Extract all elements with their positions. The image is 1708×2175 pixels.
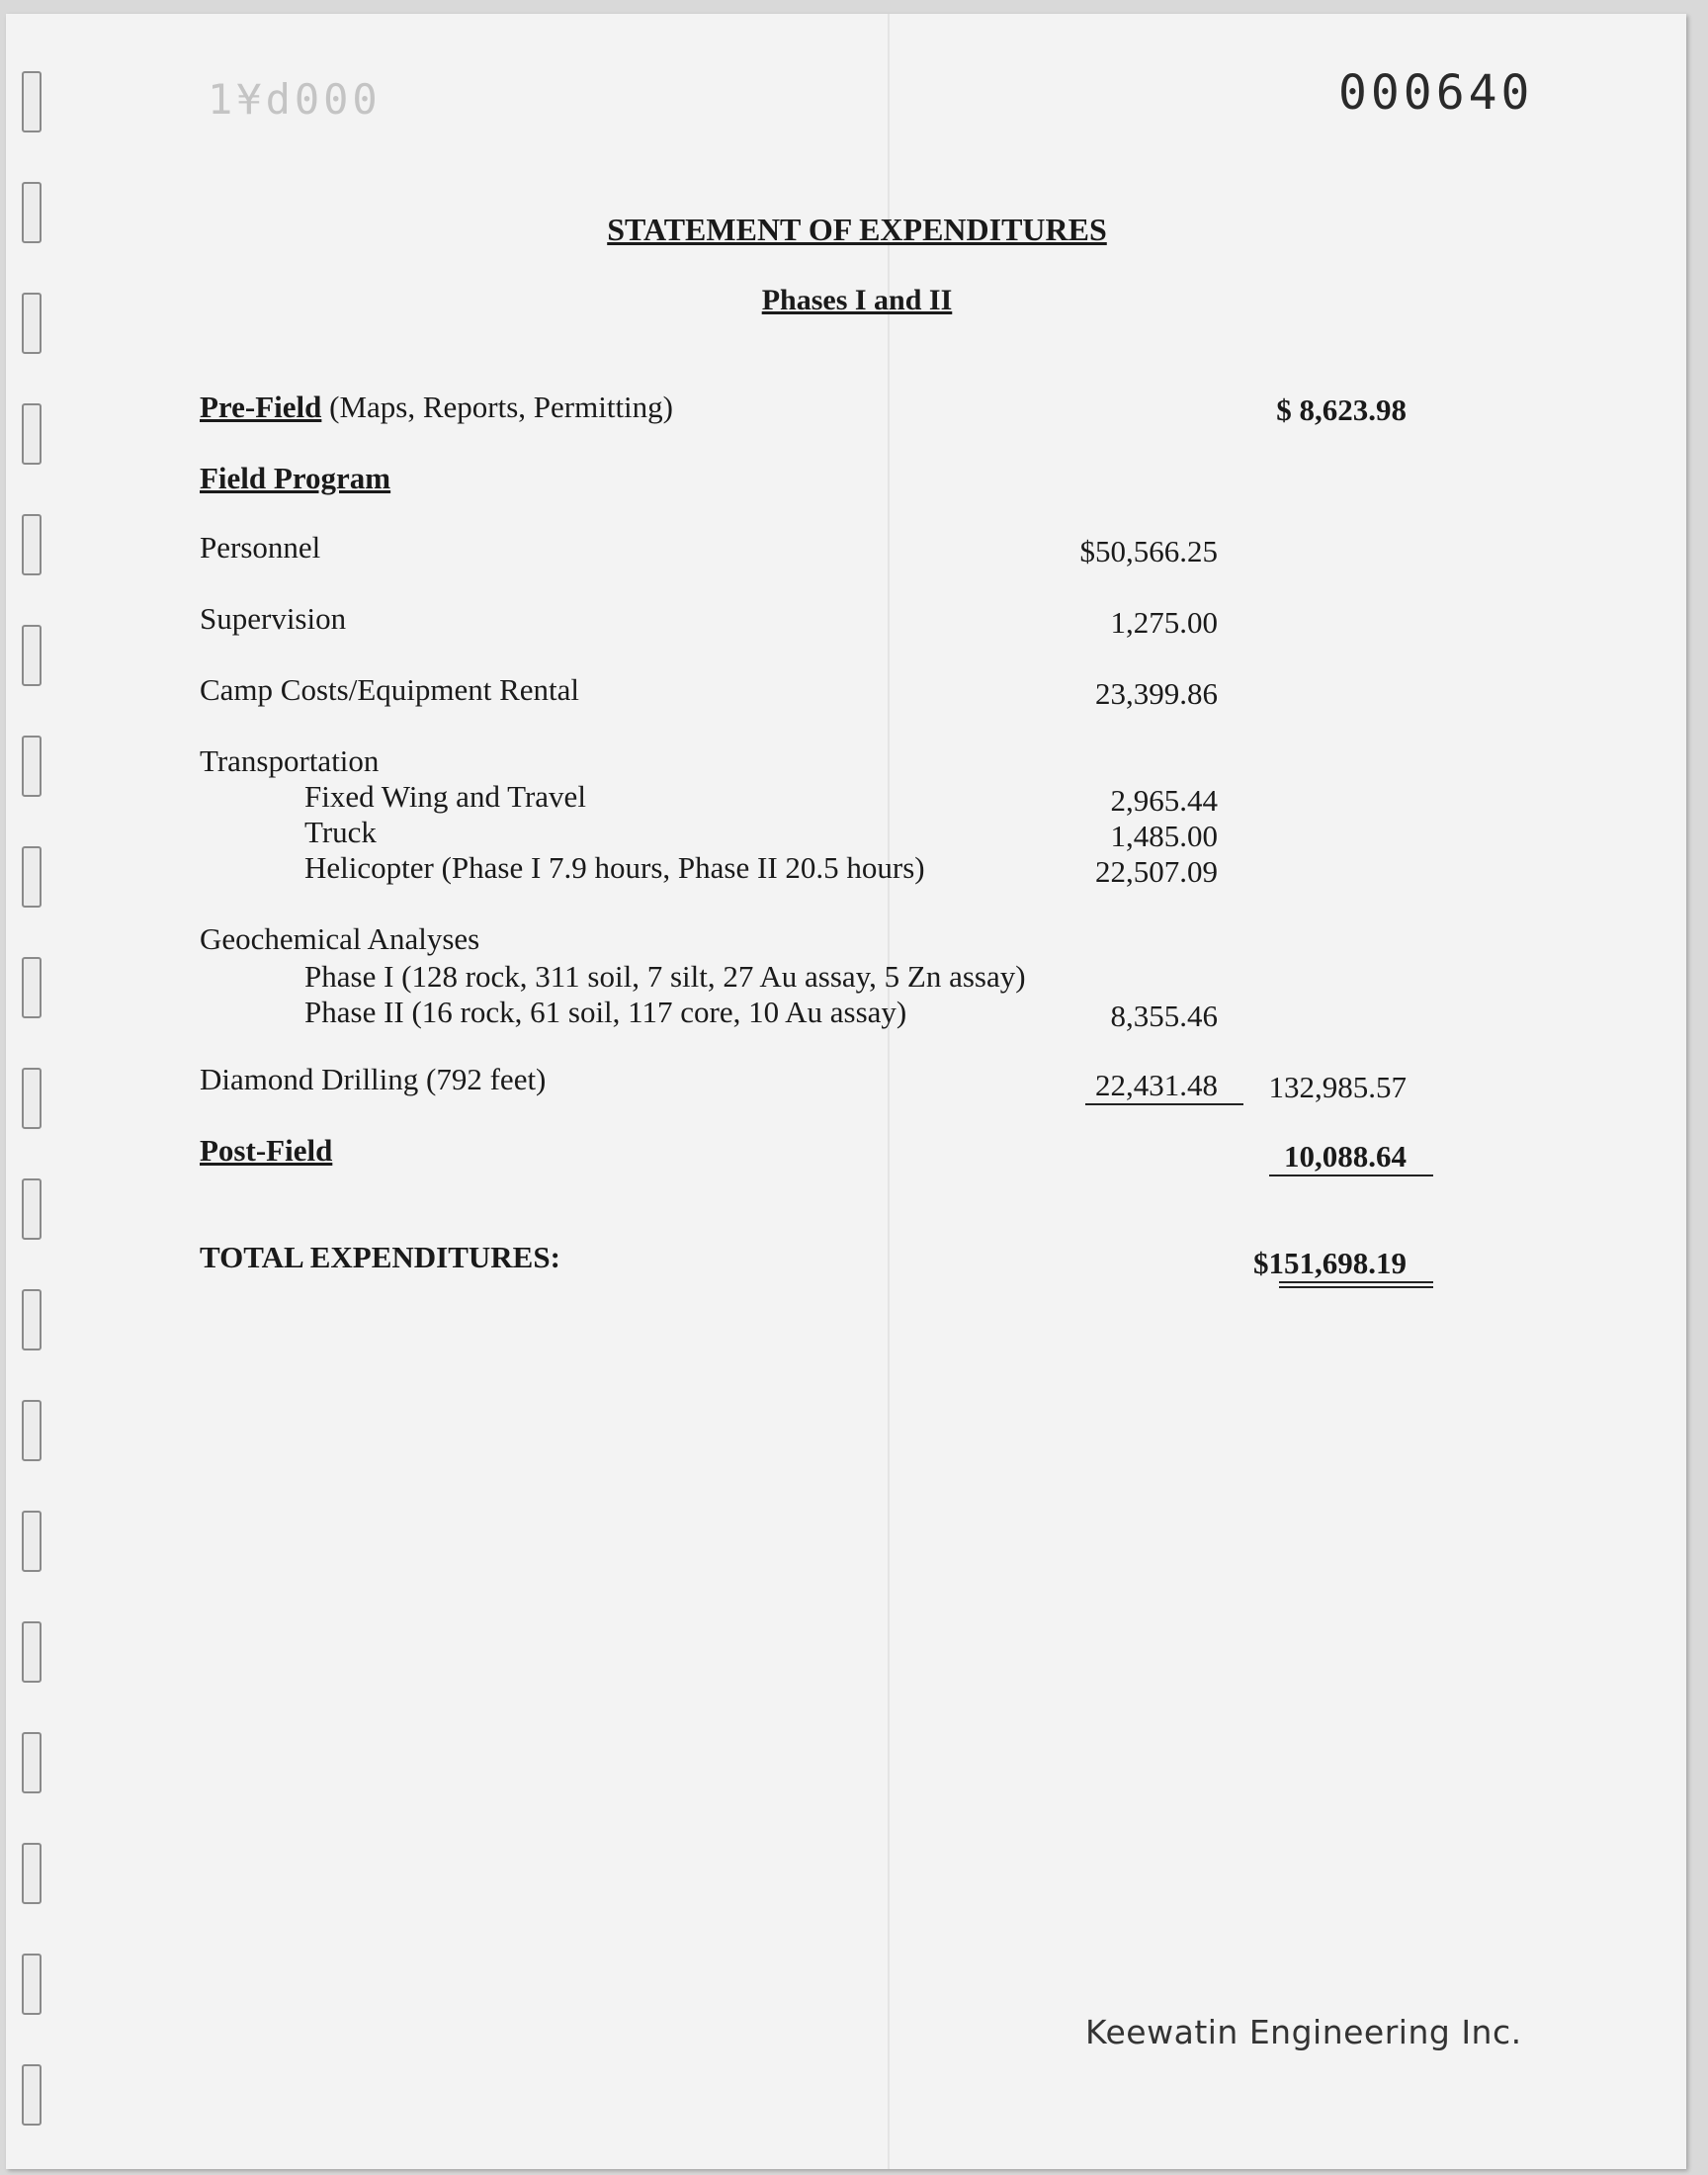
pre-field-row bbox=[200, 390, 673, 425]
binder-hole bbox=[22, 846, 42, 908]
camp-costs-amount: 23,399.86 bbox=[1095, 676, 1218, 711]
total-underline-2 bbox=[1279, 1286, 1433, 1288]
drilling-amount: 22,431.48 bbox=[1095, 1068, 1218, 1102]
pre-field-amount: $ 8,623.98 bbox=[1276, 392, 1407, 427]
geochemical-amount: 8,355.46 bbox=[1110, 999, 1218, 1033]
geochemical-phase-1: Phase I (128 rock, 311 soil, 7 silt, 27 Au assay, 5 Zn assay) bbox=[304, 959, 1026, 994]
total-underline-1 bbox=[1279, 1281, 1433, 1283]
supervision-label: Supervision bbox=[200, 601, 347, 636]
page-fold-line bbox=[888, 14, 890, 2169]
binder-hole bbox=[22, 1511, 42, 1572]
company-name: Keewatin Engineering Inc. bbox=[1085, 2013, 1522, 2051]
personnel-amount: $50,566.25 bbox=[1079, 534, 1218, 568]
binder-hole bbox=[22, 1178, 42, 1240]
drilling-label: Diamond Drilling (792 feet) bbox=[200, 1062, 547, 1096]
fixed-wing-amount: 2,965.44 bbox=[1110, 783, 1218, 818]
binder-hole bbox=[22, 1732, 42, 1793]
geochemical-label: Geochemical Analyses bbox=[200, 921, 480, 956]
post-field-amount: 10,088.64 bbox=[1284, 1139, 1407, 1174]
post-field-underline bbox=[1269, 1174, 1433, 1176]
field-program-heading: Field Program bbox=[200, 461, 391, 495]
binder-hole bbox=[22, 957, 42, 1018]
fixed-wing-label: Fixed Wing and Travel bbox=[304, 779, 586, 814]
binder-hole bbox=[22, 625, 42, 686]
binder-hole bbox=[22, 1954, 42, 2015]
binder-hole bbox=[22, 1843, 42, 1904]
pre-field-detail: (Maps, Reports, Permitting) bbox=[329, 390, 673, 424]
faint-stamp-number: 1¥d000 bbox=[208, 75, 382, 124]
document-subtitle: Phases I and II bbox=[761, 284, 953, 316]
supervision-amount: 1,275.00 bbox=[1110, 605, 1218, 640]
binder-hole bbox=[22, 736, 42, 797]
binder-hole bbox=[22, 514, 42, 575]
binder-hole bbox=[22, 1289, 42, 1350]
binder-holes bbox=[6, 14, 65, 2169]
page-number-stamp: 000640 bbox=[1338, 65, 1534, 121]
binder-hole bbox=[22, 1400, 42, 1461]
document-title: STATEMENT OF EXPENDITURES bbox=[607, 212, 1107, 247]
drilling-underline bbox=[1085, 1103, 1243, 1105]
total-label: TOTAL EXPENDITURES: bbox=[200, 1240, 560, 1274]
camp-costs-label: Camp Costs/Equipment Rental bbox=[200, 672, 580, 707]
geochemical-phase-2: Phase II (16 rock, 61 soil, 117 core, 10 Au assay) bbox=[304, 995, 907, 1029]
transportation-label: Transportation bbox=[200, 743, 380, 778]
pre-field-label: Pre-Field bbox=[200, 390, 322, 424]
binder-hole bbox=[22, 1621, 42, 1683]
binder-hole bbox=[22, 71, 42, 132]
truck-label: Truck bbox=[304, 815, 377, 849]
helicopter-label: Helicopter (Phase I 7.9 hours, Phase II 20.5 hours) bbox=[304, 850, 925, 885]
post-field-label: Post-Field bbox=[200, 1133, 333, 1168]
binder-hole bbox=[22, 2064, 42, 2126]
truck-amount: 1,485.00 bbox=[1110, 819, 1218, 853]
field-program-subtotal: 132,985.57 bbox=[1268, 1070, 1407, 1104]
total-amount: $151,698.19 bbox=[1253, 1246, 1407, 1280]
binder-hole bbox=[22, 403, 42, 465]
personnel-label: Personnel bbox=[200, 530, 321, 565]
document-page bbox=[6, 14, 1686, 2169]
binder-hole bbox=[22, 1068, 42, 1129]
helicopter-amount: 22,507.09 bbox=[1095, 854, 1218, 889]
